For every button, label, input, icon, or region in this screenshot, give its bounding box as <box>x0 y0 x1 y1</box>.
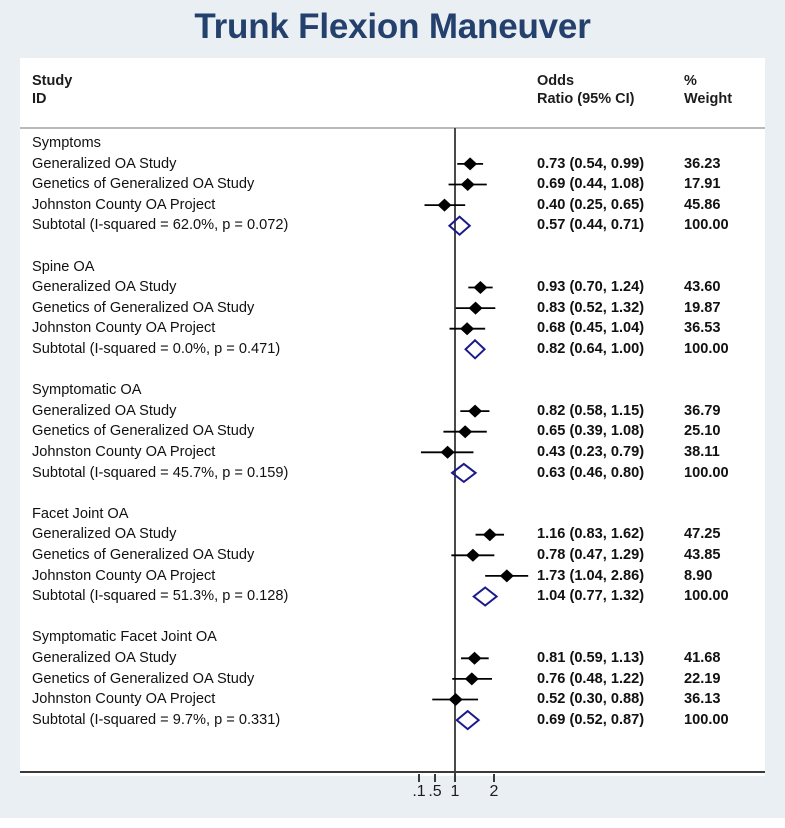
plot-body <box>20 128 765 772</box>
plot-panel <box>20 58 765 776</box>
axis-tick-label: .5 <box>428 783 442 800</box>
study-row <box>20 401 765 422</box>
row-estimate: 0.83 (0.52, 1.32) <box>537 299 645 316</box>
row-weight: 47.25 <box>684 526 721 543</box>
study-label: Generalized OA Study <box>32 279 177 296</box>
row-weight: 38.11 <box>684 444 720 460</box>
row-weight: 100.00 <box>684 464 729 481</box>
row-estimate: 0.52 (0.30, 0.88) <box>537 691 645 708</box>
axis-tick <box>454 774 456 782</box>
study-row <box>20 689 765 710</box>
column-header <box>20 58 765 127</box>
study-label: Genetics of Generalized OA Study <box>32 670 255 687</box>
row-weight: 100.00 <box>684 711 729 728</box>
study-label: Generalized OA Study <box>32 526 177 543</box>
group-heading-label: Symptoms <box>32 135 101 151</box>
axis-tick <box>434 774 436 782</box>
axis-tick-label: 1 <box>450 783 460 800</box>
row-estimate: 0.68 (0.45, 1.04) <box>537 320 645 337</box>
row-estimate: 0.43 (0.23, 0.79) <box>537 444 645 460</box>
study-label: Genetics of Generalized OA Study <box>32 299 255 316</box>
header-weight: Weight <box>684 91 733 107</box>
study-row <box>20 669 765 690</box>
study-row <box>20 524 765 545</box>
study-row <box>20 277 765 298</box>
study-label: Genetics of Generalized OA Study <box>32 423 255 440</box>
row-estimate: 0.81 (0.59, 1.13) <box>537 650 645 666</box>
row-weight: 36.13 <box>684 691 721 708</box>
group-heading-row <box>20 627 765 648</box>
row-weight: 17.91 <box>684 176 721 193</box>
row-weight: 22.19 <box>684 670 721 687</box>
subtotal-row <box>20 339 765 360</box>
subtotal-row <box>20 463 765 484</box>
study-row <box>20 442 765 463</box>
axis-tick-label: 2 <box>489 783 499 800</box>
study-row <box>20 174 765 195</box>
row-weight: 100.00 <box>684 341 729 357</box>
row-weight: 45.86 <box>684 196 721 213</box>
subtotal-label: Subtotal (I-squared = 45.7%, p = 0.159) <box>32 464 289 481</box>
bottom-strip <box>0 818 785 828</box>
row-weight: 43.60 <box>684 279 721 296</box>
study-label: Johnston County OA Project <box>32 567 216 584</box>
header-id: ID <box>32 91 47 107</box>
null-line-stem <box>454 714 456 774</box>
study-label: Generalized OA Study <box>32 155 177 172</box>
row-estimate: 1.16 (0.83, 1.62) <box>537 526 645 543</box>
page-title: Trunk Flexion Maneuver <box>194 7 591 46</box>
row-estimate: 0.82 (0.64, 1.00) <box>537 341 645 357</box>
row-estimate: 0.78 (0.47, 1.29) <box>537 547 645 563</box>
row-weight: 100.00 <box>684 588 729 605</box>
study-label: Generalized OA Study <box>32 402 177 419</box>
subtotal-row <box>20 586 765 607</box>
group-heading-label: Symptomatic Facet Joint OA <box>32 629 217 646</box>
group-heading-label: Facet Joint OA <box>32 505 129 522</box>
header-ratio-ci: Ratio (95% CI) <box>537 91 635 107</box>
row-weight: 36.79 <box>684 402 721 419</box>
row-estimate: 0.82 (0.58, 1.15) <box>537 402 645 419</box>
study-label: Genetics of Generalized OA Study <box>32 176 255 193</box>
subtotal-row <box>20 710 765 731</box>
study-row <box>20 421 765 442</box>
group-heading-row <box>20 133 765 154</box>
group-heading-row <box>20 504 765 525</box>
study-row <box>20 154 765 175</box>
subtotal-row <box>20 215 765 236</box>
axis-tick <box>418 774 420 782</box>
study-row <box>20 195 765 216</box>
subtotal-label: Subtotal (I-squared = 51.3%, p = 0.128) <box>32 588 289 605</box>
row-estimate: 1.04 (0.77, 1.32) <box>537 588 645 605</box>
group-heading-label: Symptomatic OA <box>32 382 142 399</box>
row-estimate: 0.63 (0.46, 0.80) <box>537 464 645 481</box>
study-label: Generalized OA Study <box>32 650 177 666</box>
x-axis-line <box>20 771 765 773</box>
study-row <box>20 566 765 587</box>
group-heading-row <box>20 380 765 401</box>
row-estimate: 0.93 (0.70, 1.24) <box>537 279 645 296</box>
row-weight: 36.23 <box>684 155 721 172</box>
study-row <box>20 545 765 566</box>
row-weight: 19.87 <box>684 299 721 316</box>
study-label: Johnston County OA Project <box>32 444 216 460</box>
row-weight: 100.00 <box>684 217 729 234</box>
row-estimate: 0.73 (0.54, 0.99) <box>537 155 645 172</box>
study-label: Genetics of Generalized OA Study <box>32 547 255 563</box>
row-weight: 8.90 <box>684 567 713 584</box>
row-weight: 36.53 <box>684 320 721 337</box>
study-row <box>20 648 765 669</box>
header-odds: Odds <box>537 73 575 89</box>
axis-tick <box>493 774 495 782</box>
row-estimate: 0.69 (0.44, 1.08) <box>537 176 645 193</box>
group-heading-row <box>20 257 765 278</box>
header-study: Study <box>32 73 73 89</box>
subtotal-label: Subtotal (I-squared = 9.7%, p = 0.331) <box>32 711 281 728</box>
row-estimate: 1.73 (1.04, 2.86) <box>537 567 645 584</box>
row-estimate: 0.76 (0.48, 1.22) <box>537 670 645 687</box>
study-row <box>20 298 765 319</box>
row-estimate: 0.40 (0.25, 0.65) <box>537 196 645 213</box>
group-heading-label: Spine OA <box>32 258 95 275</box>
axis-tick-label: .1 <box>412 783 426 800</box>
row-weight: 25.10 <box>684 423 721 440</box>
header-percent: % <box>684 73 697 89</box>
row-weight: 43.85 <box>684 547 721 563</box>
study-row <box>20 318 765 339</box>
subtotal-label: Subtotal (I-squared = 0.0%, p = 0.471) <box>32 341 281 357</box>
subtotal-label: Subtotal (I-squared = 62.0%, p = 0.072) <box>32 217 289 234</box>
row-estimate: 0.69 (0.52, 0.87) <box>537 711 645 728</box>
row-estimate: 0.57 (0.44, 0.71) <box>537 217 645 234</box>
study-label: Johnston County OA Project <box>32 196 216 213</box>
row-weight: 41.68 <box>684 650 721 666</box>
row-estimate: 0.65 (0.39, 1.08) <box>537 423 645 440</box>
study-label: Johnston County OA Project <box>32 691 216 708</box>
study-label: Johnston County OA Project <box>32 320 216 337</box>
